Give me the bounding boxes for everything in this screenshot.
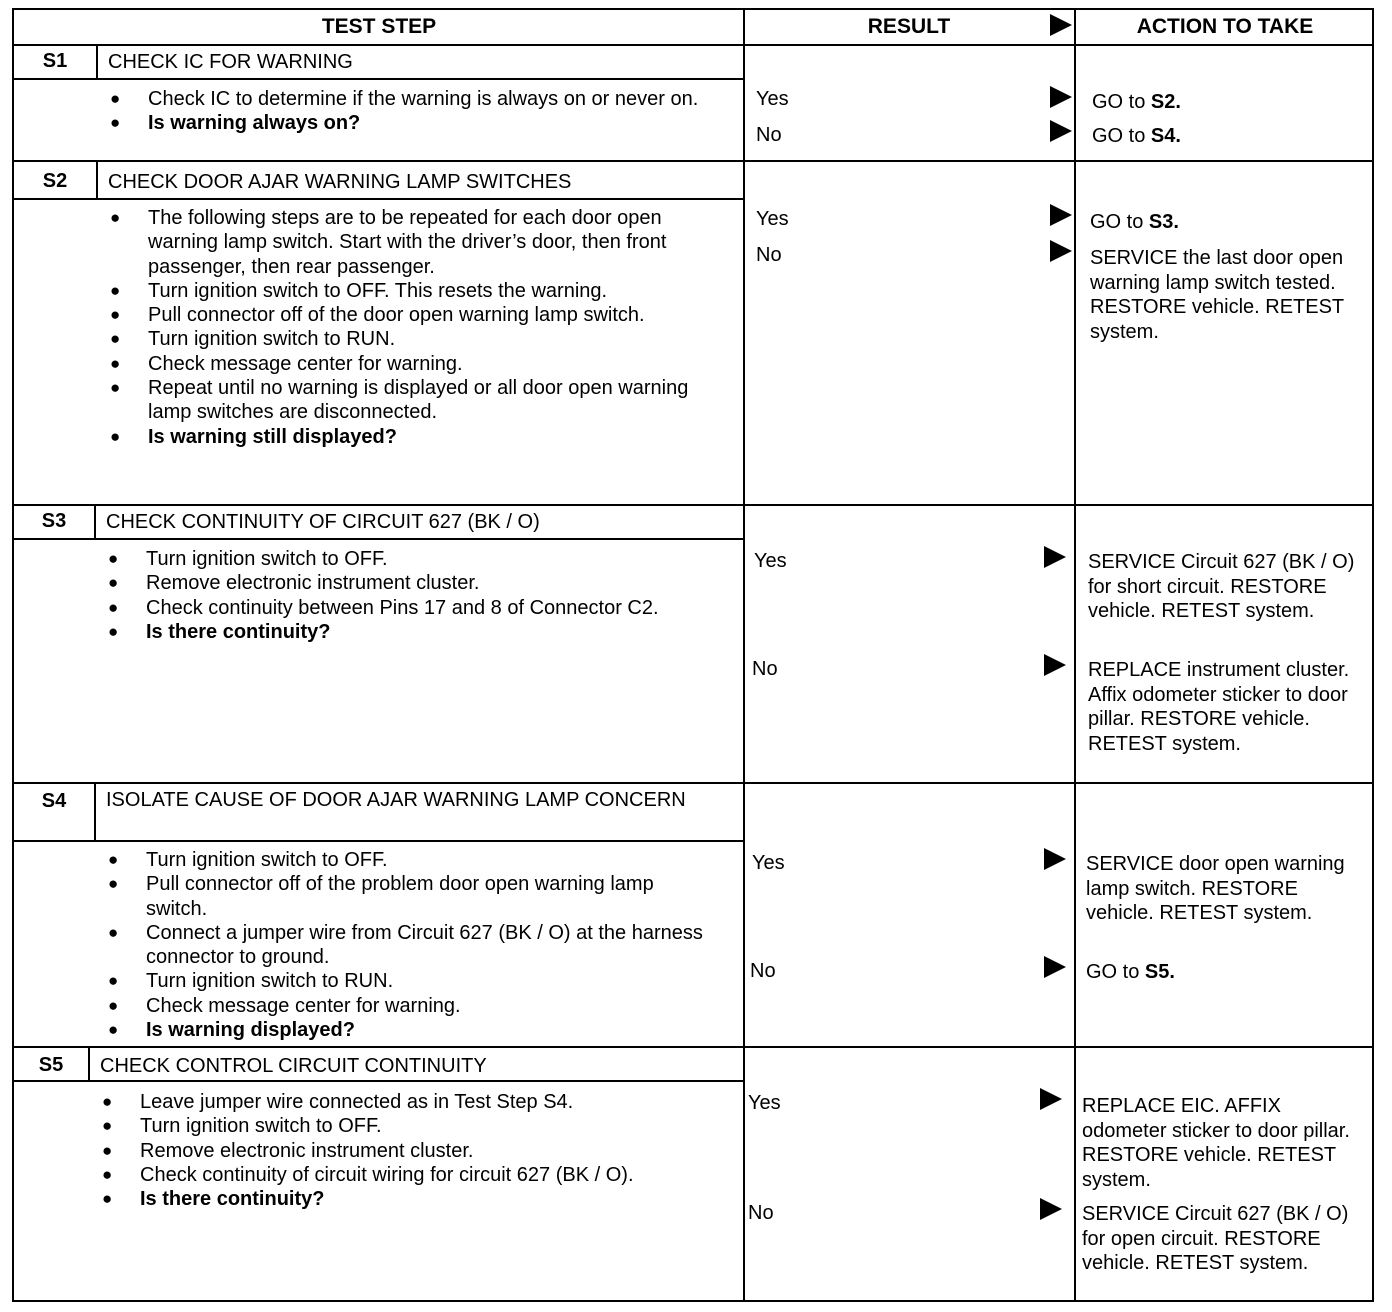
arrow-icon xyxy=(1044,654,1066,676)
arrow-icon xyxy=(1050,240,1072,262)
result-yes: Yes xyxy=(752,852,785,874)
result-no: No xyxy=(748,1202,774,1224)
action-text: GO to S5. xyxy=(1086,961,1175,983)
header-arrow-icon xyxy=(1050,14,1072,36)
header-result: RESULT xyxy=(744,10,1074,46)
bullet-item: ● Turn ignition switch to OFF. This resets the warning. xyxy=(110,279,720,303)
arrow-icon xyxy=(1040,1088,1062,1110)
id-divider xyxy=(94,784,96,840)
step-title: CHECK DOOR AJAR WARNING LAMP SWITCHES xyxy=(108,171,572,193)
step-question: ● Is warning still displayed? xyxy=(110,425,720,449)
header-test-step: TEST STEP xyxy=(14,10,744,46)
title-underline xyxy=(14,538,744,540)
arrow-icon xyxy=(1050,86,1072,108)
id-divider xyxy=(88,1048,90,1080)
result-no: No xyxy=(756,244,782,266)
step-title: CHECK CONTINUITY OF CIRCUIT 627 (BK / O) xyxy=(106,511,540,533)
action-text: SERVICE the last door open warning lamp switch tested. RESTORE vehicle. RETEST system. xyxy=(1090,247,1344,343)
result-yes: Yes xyxy=(748,1092,781,1114)
row-divider xyxy=(14,160,1374,162)
step-bullets xyxy=(110,206,720,449)
bullet-item: ● Turn ignition switch to OFF. xyxy=(102,1114,712,1138)
title-underline xyxy=(14,198,744,200)
bullet-item: ● Repeat until no warning is displayed or all door open warning lamp switches are disconnected. xyxy=(110,376,720,425)
step-id: S1 xyxy=(42,50,68,72)
action-text: SERVICE Circuit 627 (BK / O) for open circuit. RESTORE vehicle. RETEST system. xyxy=(1082,1203,1349,1274)
step-bullets xyxy=(108,547,718,644)
arrow-icon xyxy=(1050,204,1072,226)
title-underline xyxy=(14,840,744,842)
bullet-item: ● Pull connector off of the door open warning lamp switch. xyxy=(110,303,720,327)
result-no: No xyxy=(750,960,776,982)
id-divider xyxy=(94,506,96,538)
divider-action-left xyxy=(1074,10,1076,1300)
step-id: S3 xyxy=(41,510,67,532)
step-bullets xyxy=(102,1090,712,1211)
step-bullets xyxy=(110,87,720,136)
action-text: SERVICE door open warning lamp switch. RESTORE vehicle. RETEST system. xyxy=(1086,853,1345,924)
result-no: No xyxy=(756,124,782,146)
bullet-item: ● Check message center for warning. xyxy=(108,994,718,1018)
bullet-item: ● The following steps are to be repeated for each door open warning lamp switch. Start with the driver’s door, then front passenger, then rear passenger. xyxy=(110,206,720,279)
result-no: No xyxy=(752,658,778,680)
step-id: S5 xyxy=(38,1054,64,1076)
step-question: ● Is there continuity? xyxy=(108,620,718,644)
result-yes: Yes xyxy=(756,88,789,110)
action-text: SERVICE Circuit 627 (BK / O) for short circuit. RESTORE vehicle. RETEST system. xyxy=(1088,551,1355,622)
bullet-item: ● Remove electronic instrument cluster. xyxy=(108,571,718,595)
bullet-item: ● Remove electronic instrument cluster. xyxy=(102,1139,712,1163)
divider-result-left xyxy=(743,10,745,1300)
step-bullets xyxy=(108,848,718,1042)
action-text: REPLACE EIC. AFFIX odometer sticker to door pillar. RESTORE vehicle. RETEST system. xyxy=(1082,1095,1350,1191)
id-divider xyxy=(96,162,98,198)
title-underline xyxy=(14,78,744,80)
bullet-item: ● Pull connector off of the problem door open warning lamp switch. xyxy=(108,872,718,921)
row-divider xyxy=(14,782,1374,784)
bullet-item: ● Check message center for warning. xyxy=(110,352,720,376)
bullet-item: ● Check continuity between Pins 17 and 8 of Connector C2. xyxy=(108,596,718,620)
bullet-item: ● Turn ignition switch to RUN. xyxy=(108,969,718,993)
diagnostic-table xyxy=(12,8,1374,1302)
action-text: GO to S2. xyxy=(1092,91,1181,113)
arrow-icon xyxy=(1044,848,1066,870)
result-yes: Yes xyxy=(754,550,787,572)
step-question: ● Is warning always on? xyxy=(110,111,720,135)
step-id: S2 xyxy=(42,170,68,192)
row-divider xyxy=(14,1046,1374,1048)
arrow-icon xyxy=(1050,120,1072,142)
arrow-icon xyxy=(1040,1198,1062,1220)
action-text: REPLACE instrument cluster. Affix odometer sticker to door pillar. RESTORE vehicle. RETEST system. xyxy=(1088,659,1350,755)
bullet-item: ● Turn ignition switch to RUN. xyxy=(110,327,720,351)
bullet-item: ● Turn ignition switch to OFF. xyxy=(108,547,718,571)
id-divider xyxy=(96,46,98,78)
step-title: ISOLATE CAUSE OF DOOR AJAR WARNING LAMP CONCERN xyxy=(106,789,686,811)
step-title: CHECK IC FOR WARNING xyxy=(108,51,353,73)
arrow-icon xyxy=(1044,546,1066,568)
step-title: CHECK CONTROL CIRCUIT CONTINUITY xyxy=(100,1055,487,1077)
result-yes: Yes xyxy=(756,208,789,230)
title-underline xyxy=(14,1080,744,1082)
step-question: ● Is there continuity? xyxy=(102,1187,712,1211)
bullet-item: ● Check continuity of circuit wiring for circuit 627 (BK / O). xyxy=(102,1163,712,1187)
bullet-item: ● Check IC to determine if the warning is always on or never on. xyxy=(110,87,720,111)
step-question: ● Is warning displayed? xyxy=(108,1018,718,1042)
bullet-item: ● Turn ignition switch to OFF. xyxy=(108,848,718,872)
header-action: ACTION TO TAKE xyxy=(1076,10,1374,46)
bullet-item: ● Leave jumper wire connected as in Test Step S4. xyxy=(102,1090,712,1114)
row-divider xyxy=(14,504,1374,506)
arrow-icon xyxy=(1044,956,1066,978)
action-text: GO to S4. xyxy=(1092,125,1181,147)
bullet-item: ● Connect a jumper wire from Circuit 627 (BK / O) at the harness connector to ground. xyxy=(108,921,718,970)
action-text: GO to S3. xyxy=(1090,211,1179,233)
step-id: S4 xyxy=(41,790,67,812)
